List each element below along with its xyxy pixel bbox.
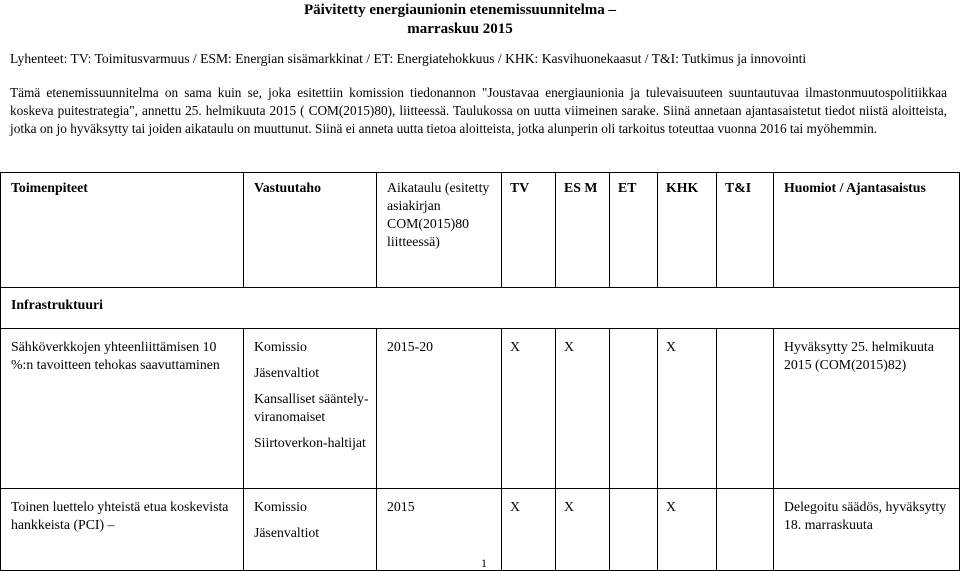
intro-paragraph: Tämä etenemissuunnitelma on sama kuin se, joka esitettiin komission tiedonannon "Joustavaa energiaunionia ja tulevaisuuteen suuntautuvaa ilmastonmuutospolitiikkaa koskeva puitestrategia", annettu 25. helmikuuta 2015 ( COM(2015)80), liitteessä. Taulukossa on uutta viimeinen sarake. Siinä annetaan ajantasaistetut tiedot niistä aloitteista, jotka on jo hyväksytty tai joiden aikataulu on muuttunut. Siinä ei anneta uutta tietoa aloitteista, jotka alunperin oli tarkoitus toteuttaa vuonna 2016 tai myöhemmin.	[10, 85, 947, 136]
row-schedule: 2015-20	[377, 329, 502, 489]
abbreviations-text: Lyhenteet: TV: Toimitusvarmuus / ESM: Energian sisämarkkinat / ET: Energiatehokkuus / KHK: Kasvihuonekaasut / T&I: Tutkimus ja innovointi	[10, 51, 807, 66]
row-khk-mark: X	[658, 489, 717, 571]
header-esm: ES M	[556, 173, 610, 288]
row-ti-mark	[717, 329, 774, 489]
page-number: 1	[481, 556, 487, 570]
header-ti: T&I	[717, 173, 774, 288]
table-row	[1, 329, 960, 489]
row-khk-mark: X	[658, 329, 717, 489]
row-responsible	[244, 489, 377, 571]
row-ti-mark	[717, 489, 774, 571]
row-et-mark	[610, 329, 658, 489]
row-action: Sähköverkkojen yhteenliittämisen 10 %:n tavoitteen tehokas saavuttaminen	[1, 329, 244, 489]
header-et: ET	[610, 173, 658, 288]
roadmap-table	[0, 172, 960, 571]
header-khk: KHK	[658, 173, 717, 288]
row-esm-mark: X	[556, 489, 610, 571]
row-esm-mark: X	[556, 329, 610, 489]
header-schedule: Aikataulu (esitetty asiakirjan COM(2015)80 liitteessä)	[377, 173, 502, 288]
header-notes: Huomiot / Ajantasaistus	[774, 173, 960, 288]
row-et-mark	[610, 489, 658, 571]
section-title: Infrastruktuuri	[1, 288, 960, 329]
row-responsible	[244, 329, 377, 489]
row-tv-mark: X	[502, 489, 556, 571]
title-line-2: marraskuu 2015	[407, 21, 513, 37]
section-row	[1, 288, 960, 329]
table-header-row	[1, 173, 960, 288]
responsible-item: Komissio	[254, 499, 307, 514]
responsible-item: Komissio	[254, 339, 307, 354]
table-row	[1, 489, 960, 571]
responsible-item: Jäsenvaltiot	[254, 365, 320, 380]
row-notes: Delegoitu säädös, hyväksytty 18. marraskuuta	[774, 489, 960, 571]
responsible-item: Kansalliset sääntely-viranomaiset	[254, 391, 369, 424]
header-actions: Toimenpiteet	[1, 173, 244, 288]
row-action: Toinen luettelo yhteistä etua koskevista hankkeista (PCI) –	[1, 489, 244, 571]
row-schedule: 2015	[377, 489, 502, 571]
row-tv-mark: X	[502, 329, 556, 489]
header-tv: TV	[502, 173, 556, 288]
responsible-item: Jäsenvaltiot	[254, 525, 320, 540]
responsible-item: Siirtoverkon-haltijat	[254, 435, 366, 450]
title-line-1: Päivitetty energiaunionin etenemissuunnitelma –	[303, 2, 617, 18]
header-responsible: Vastuutaho	[244, 173, 377, 288]
row-notes: Hyväksytty 25. helmikuuta 2015 (COM(2015)82)	[774, 329, 960, 489]
